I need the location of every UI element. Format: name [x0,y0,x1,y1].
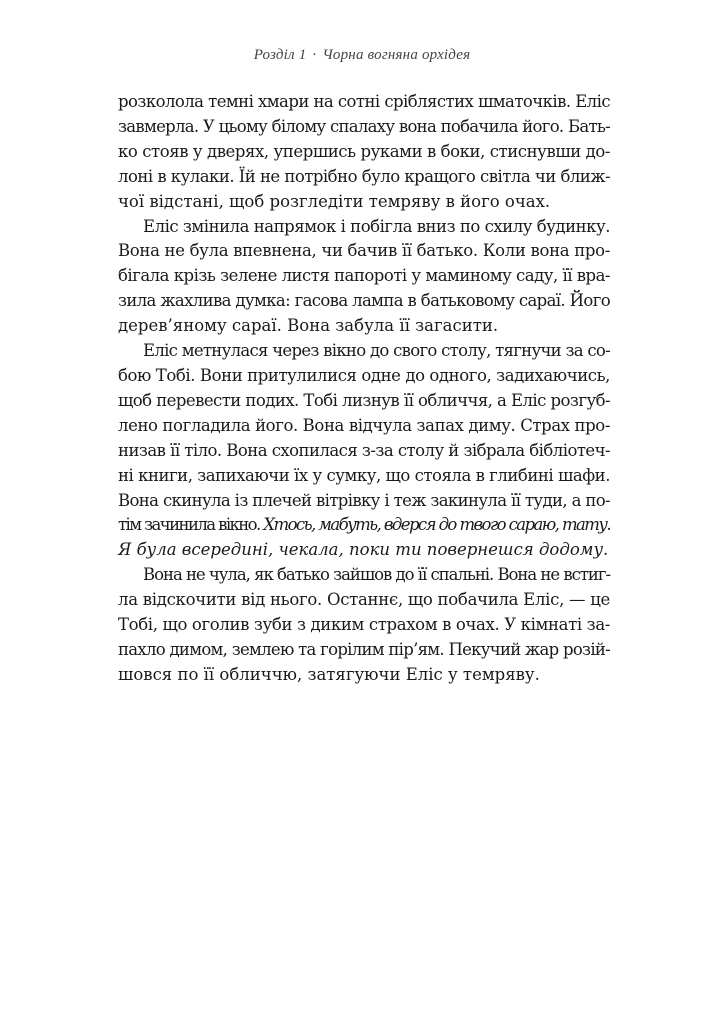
text-line: Вона не була впевнена, чи бачив її батько. Коли вона про- [118,241,611,261]
text-line: Вона скинула із плечей вітрівку і теж закинула її туди, а по- [118,490,610,510]
paragraph [118,215,610,340]
body-text [118,90,610,688]
chapter-title: Чорна вогняна орхідея [322,47,471,63]
text-line: низав її тіло. Вона схопилася з-за столу й зібрала бібліотеч- [118,440,611,460]
text-line: дерев’яному сараї. Вона забула її загасити. [118,316,499,336]
text-line: ко стояв у дверях, упершись руками в боки, стиснувши до- [118,141,610,161]
text-line: лоні в кулаки. Їй не потрібно було кращого світла чи ближ- [118,166,610,186]
paragraph [118,563,610,688]
running-header [0,47,724,64]
paragraph [118,90,610,215]
header-separator: · [312,47,317,63]
text-line: чої відстані, щоб розгледіти темряву в його очах. [118,191,551,211]
text-line: бігала крізь зелене листя папороті у маминому саду, її вра- [118,266,611,286]
text-segment: тім зачинила вікно. [118,515,260,535]
chapter-label: Розділ 1 [253,47,307,63]
text-line: ні книги, запихаючи їх у сумку, що стояла в глибині шафи. [118,465,610,485]
text-line: зила жахлива думка: гасова лампа в батьковому сараї. Його [118,291,610,311]
text-line: розколола темні хмари на сотні сріблястих шматочків. Еліс [118,92,611,111]
italic-text-line: Я була всередині, чекала, поки ти повернешся додому. [118,540,609,560]
text-line: Вона не чула, як батько зайшов до її спальні. Вона не встиг- [143,565,610,585]
text-line: бою Тобі. Вони притулилися одне до одного, задихаючись, [118,365,610,385]
text-line: пахло димом, землею та горілим пір’ям. Пекучий жар розій- [118,639,611,659]
text-line: Еліс змінила напрямок і побігла вниз по схилу будинку. [143,216,610,236]
italic-text: Хтось, мабуть, вдерся до твого сараю, тату. [263,515,611,535]
text-line: Тобі, що оголив зуби з диким страхом в очах. У кімнаті за- [118,615,611,635]
text-line-mixed [118,513,610,538]
text-line: ла відскочити від нього. Останнє, що побачила Еліс, — це [118,590,611,610]
text-line: шовся по її обличчю, затягуючи Еліс у темряву. [118,664,540,684]
text-line: Еліс метнулася через вікно до свого столу, тягнучи за со- [143,341,611,361]
text-line: завмерла. У цьому білому спалаху вона побачила його. Бать- [118,116,611,136]
text-line: щоб перевести подих. Тобі лизнув її обличчя, а Еліс розгуб- [118,390,610,410]
text-line: лено погладила його. Вона відчула запах диму. Страх про- [118,415,610,435]
paragraph [118,339,610,563]
